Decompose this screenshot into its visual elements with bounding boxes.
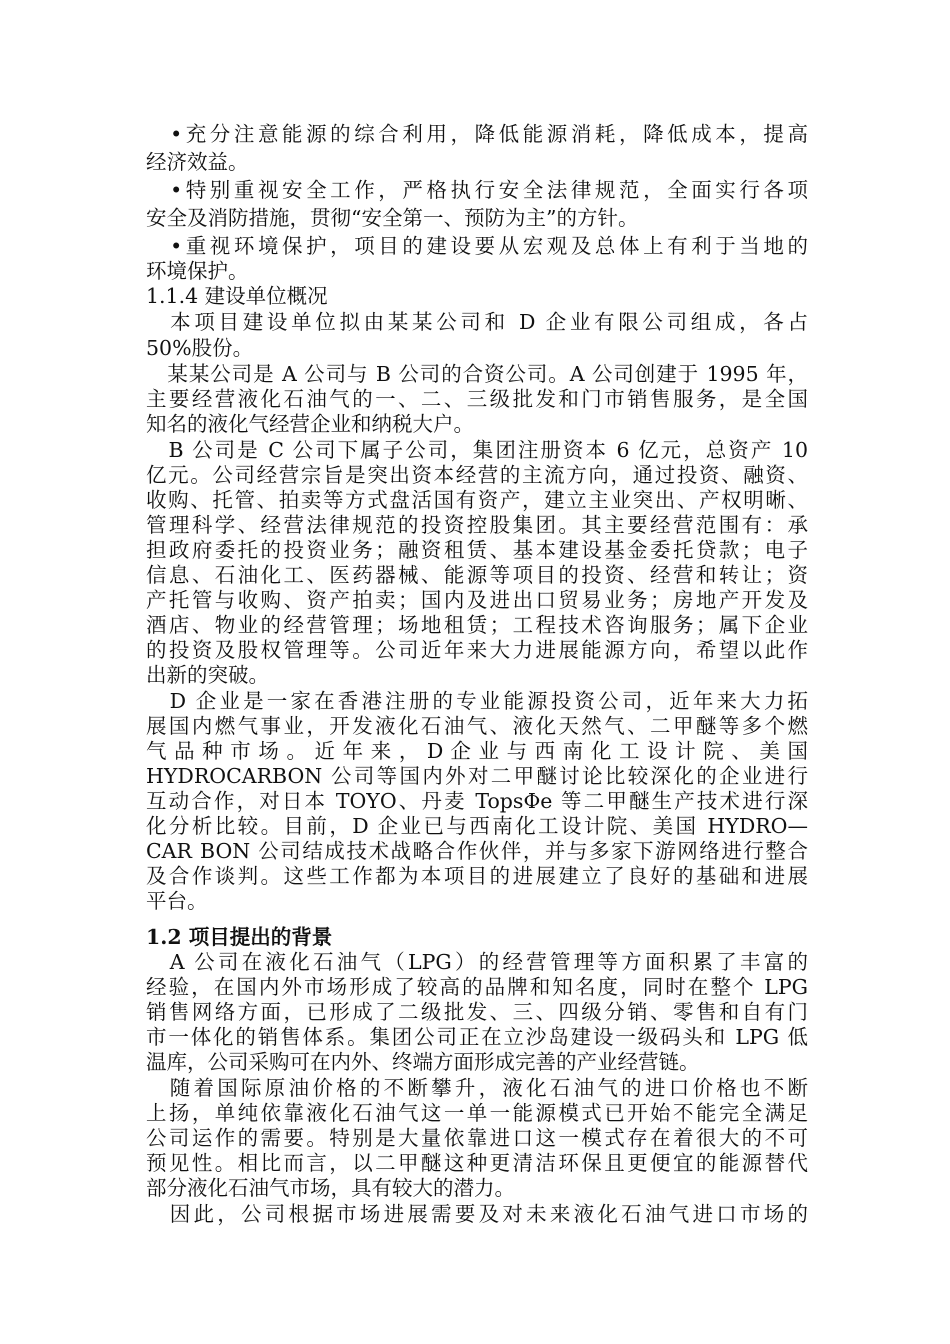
text-line: •特别重视安全工作，严格执行安全法律规范，全面实行各项 xyxy=(146,178,808,202)
text-line: 主要经营液化石油气的一、二、三级批发和门市销售服务，是全国 xyxy=(146,387,808,411)
text-line: 及合作谈判。这些工作都为本项目的进展建立了良好的基础和进展 xyxy=(146,864,808,888)
text-line: 因此，公司根据市场进展需要及对未来液化石油气进口市场的 xyxy=(146,1202,808,1226)
text-line: 本项目建设单位拟由某某公司和 D 企业有限公司组成，各占 xyxy=(146,310,808,334)
text-line: 酒店、物业的经营管理；场地租赁；工程技术咨询服务；属下企业 xyxy=(146,613,808,637)
text-line: 50%股份。 xyxy=(146,336,254,360)
text-line: 产托管与收购、资产拍卖；国内及进出口贸易业务；房地产开发及 xyxy=(146,588,808,612)
text-line: HYDROCARBON 公司等国内外对二甲醚讨论比较深化的企业进行 xyxy=(146,764,808,788)
text-line: 气 品 种 市 场 。 近 年 来 ， D 企 业 与 西 南 化 工 设 计 院 、 美 国 xyxy=(146,739,808,763)
text-line: 部分液化石油气市场，具有较大的潜力。 xyxy=(146,1176,515,1200)
text-line: 平台。 xyxy=(146,889,208,913)
text-line: 预见性。相比而言，以二甲醚这种更清洁环保且更便宜的能源替代 xyxy=(146,1151,808,1175)
text-line: 信息、石油化工、医药器械、能源等项目的投资、经营和转让；资 xyxy=(146,563,808,587)
text-line: 某某公司是 A 公司与 B 公司的合资公司。A 公司创建于 1995 年， xyxy=(146,362,808,386)
text-line: B 公司是 C 公司下属子公司，集团注册资本 6 亿元，总资产 10 xyxy=(146,438,808,462)
text-line: 安全及消防措施，贯彻“安全第一、预防为主”的方针。 xyxy=(146,206,639,230)
text-line: 公司运作的需要。特别是大量依靠进口这一模式存在着很大的不可 xyxy=(146,1126,808,1150)
text-line: 经验，在国内外市场形成了较高的品牌和知名度，同时在整个 LPG xyxy=(146,975,808,999)
text-line: A 公司在液化石油气（LPG）的经营管理等方面积累了丰富的 xyxy=(146,950,808,974)
text-line: 市一体化的销售体系。集团公司正在立沙岛建设一级码头和 LPG 低 xyxy=(146,1025,808,1049)
text-line: 销售网络方面，已形成了二级批发、三、四级分销、零售和自有门 xyxy=(146,1000,808,1024)
text-line: 的投资及股权管理等。公司近年来大力进展能源方向，希望以此作 xyxy=(146,638,808,662)
text-line: 出新的突破。 xyxy=(146,663,269,687)
text-line: 互动合作，对日本 TOYO、丹麦 TopsΦe 等二甲醚生产技术进行深 xyxy=(146,789,808,813)
text-line: 担政府委托的投资业务；融资租赁、基本建设基金委托贷款；电子 xyxy=(146,538,808,562)
text-line: 管理科学、经营法律规范的投资控股集团。其主要经营范围有：承 xyxy=(146,513,808,537)
text-line: 化分析比较。目前，D 企业已与西南化工设计院、美国 HYDRO— xyxy=(146,814,808,838)
text-line: •充分注意能源的综合利用，降低能源消耗，降低成本，提高 xyxy=(146,122,808,146)
text-line: 展国内燃气事业，开发液化石油气、液化天然气、二甲醚等多个燃 xyxy=(146,714,808,738)
text-line: CAR BON 公司结成技术战略合作伙伴，并与多家下游网络进行整合 xyxy=(146,839,808,863)
section-heading-1-1-4: 1.1.4 建设单位概况 xyxy=(146,284,328,308)
text-line: 收购、托管、拍卖等方式盘活国有资产，建立主业突出、产权明晰、 xyxy=(146,488,808,512)
text-line: 亿元。公司经营宗旨是突出资本经营的主流方向，通过投资、融资、 xyxy=(146,463,808,487)
text-line: 知名的液化气经营企业和纳税大户。 xyxy=(146,412,474,436)
section-heading-1-2: 1.2 项目提出的背景 xyxy=(146,925,333,949)
text-line: 温库，公司采购可在内外、终端方面形成完善的产业经营链。 xyxy=(146,1050,700,1074)
text-line: 随着国际原油价格的不断攀升，液化石油气的进口价格也不断 xyxy=(146,1076,808,1100)
text-line: 经济效益。 xyxy=(146,150,249,174)
text-line: 上扬，单纯依靠液化石油气这一单一能源模式已开始不能完全满足 xyxy=(146,1101,808,1125)
text-line: •重视环境保护，项目的建设要从宏观及总体上有利于当地的 xyxy=(146,234,808,258)
text-line: D 企业是一家在香港注册的专业能源投资公司，近年来大力拓 xyxy=(146,689,808,713)
text-line: 环境保护。 xyxy=(146,259,249,283)
